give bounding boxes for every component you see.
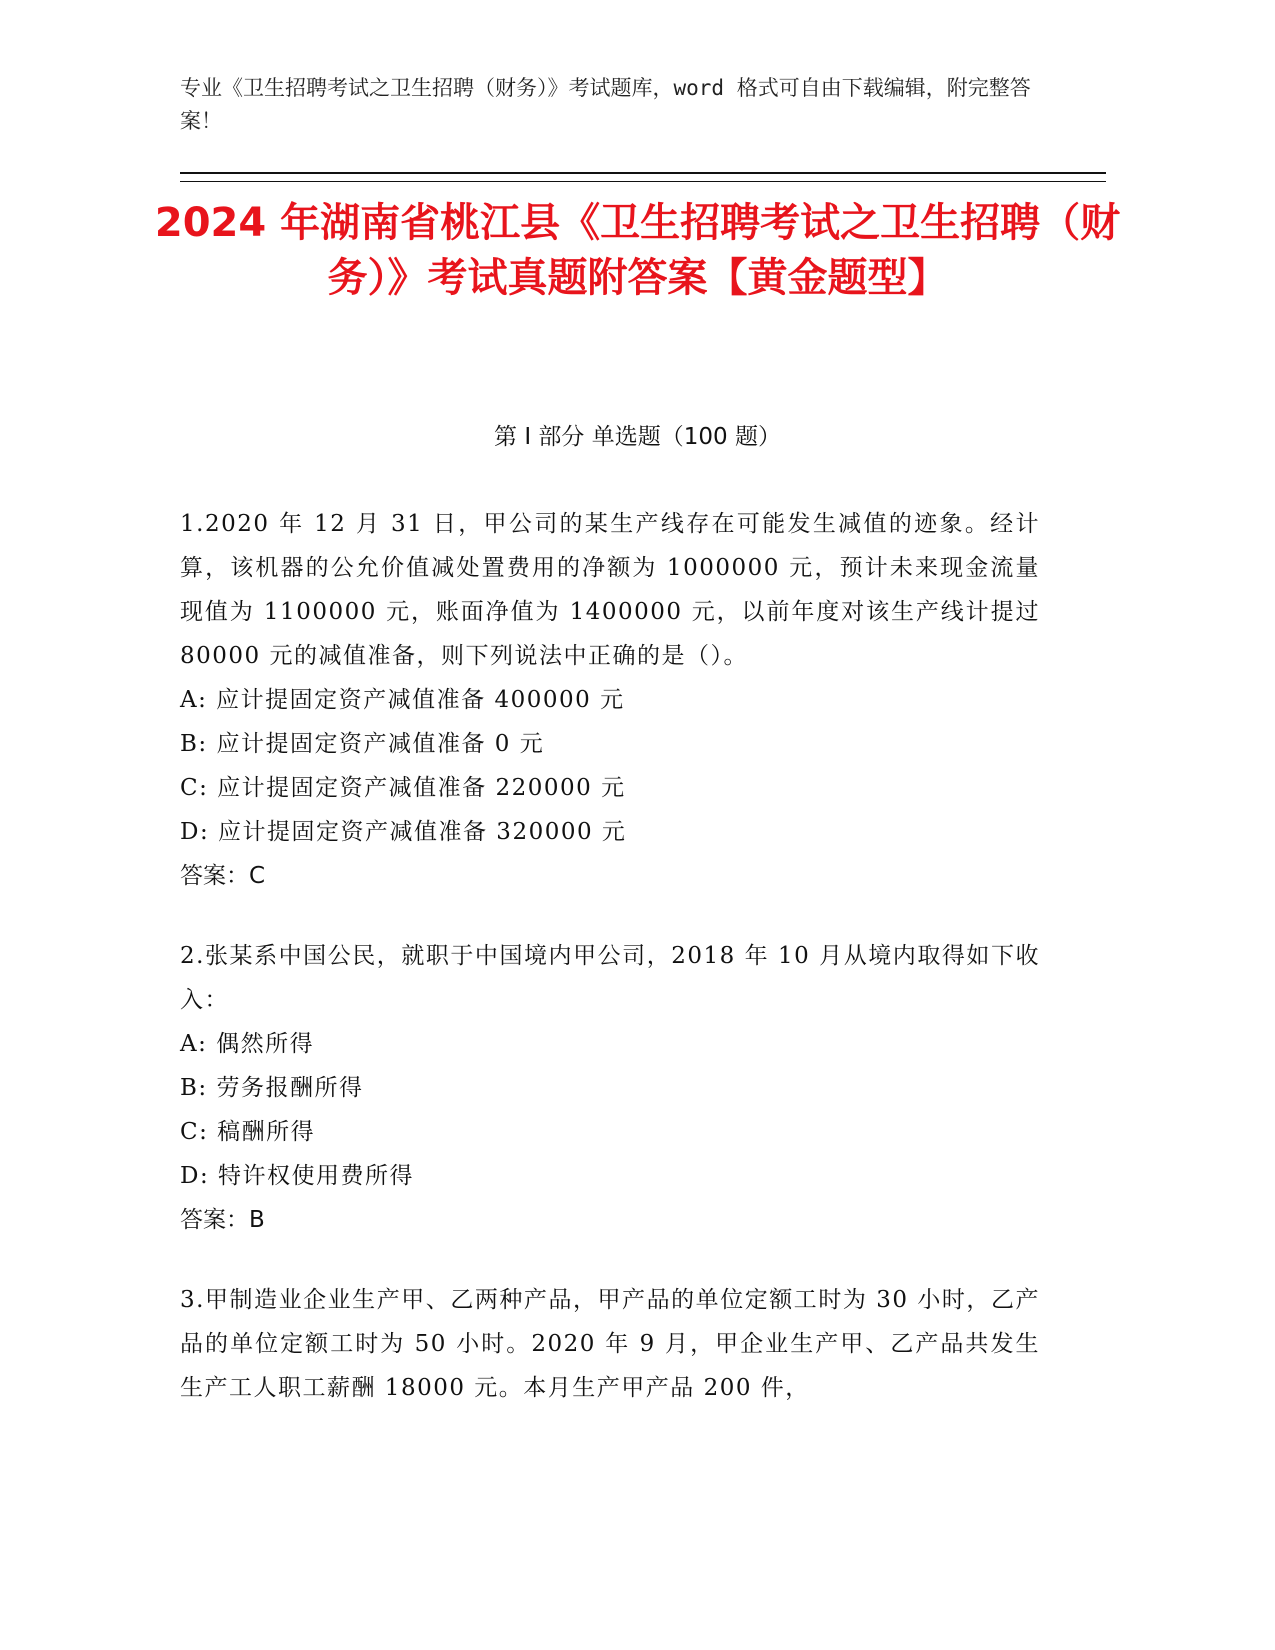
- question-stem: 3.甲制造业企业生产甲、乙两种产品，甲产品的单位定额工时为 30 小时，乙产品的单位定额工时为 50 小时。2020 年 9 月，甲企业生产甲、乙产品共发生生产工人职工薪酬 18000 元。本月生产甲产品 200 件，: [180, 1287, 1040, 1401]
- question-list: [180, 502, 1040, 1446]
- question-2: [180, 934, 1040, 1242]
- option-c: C: 应计提固定资产减值准备 220000 元: [180, 775, 626, 801]
- option-c: C: 稿酬所得: [180, 1119, 316, 1145]
- answer-line: 答案：B: [180, 1207, 265, 1233]
- question-stem: 2.张某系中国公民，就职于中国境内甲公司，2018 年 10 月从境内取得如下收入：: [180, 943, 1040, 1013]
- option-b: B: 应计提固定资产减值准备 0 元: [180, 731, 545, 757]
- answer-line: 答案：C: [180, 863, 266, 889]
- header-divider-thin: [180, 181, 1106, 182]
- question-3: [180, 1278, 1040, 1410]
- question-stem: 1.2020 年 12 月 31 日，甲公司的某生产线存在可能发生减值的迹象。经计算，该机器的公允价值减处置费用的净额为 1000000 元，预计未来现金流量现值为 1100000 元，账面净值为 1400000 元，以前年度对该生产线计提过 80000 元的减值准备，则下列说法中正确的是（）。: [180, 511, 1040, 669]
- header-divider-thick: [180, 172, 1106, 174]
- document-title: 2024 年湖南省桃江县《卫生招聘考试之卫生招聘（财务）》考试真题附答案【黄金题型】: [154, 200, 1121, 301]
- option-d: D: 应计提固定资产减值准备 320000 元: [180, 819, 627, 845]
- question-1: [180, 502, 1040, 898]
- option-b: B: 劳务报酬所得: [180, 1075, 364, 1101]
- option-d: D: 特许权使用费所得: [180, 1163, 415, 1189]
- option-a: A: 应计提固定资产减值准备 400000 元: [180, 687, 625, 713]
- section-heading: 第 I 部分 单选题（100 题）: [494, 424, 781, 450]
- option-a: A: 偶然所得: [180, 1031, 315, 1057]
- header-note: 专业《卫生招聘考试之卫生招聘（财务）》考试题库，word 格式可自由下载编辑，附完整答案！: [180, 76, 1031, 133]
